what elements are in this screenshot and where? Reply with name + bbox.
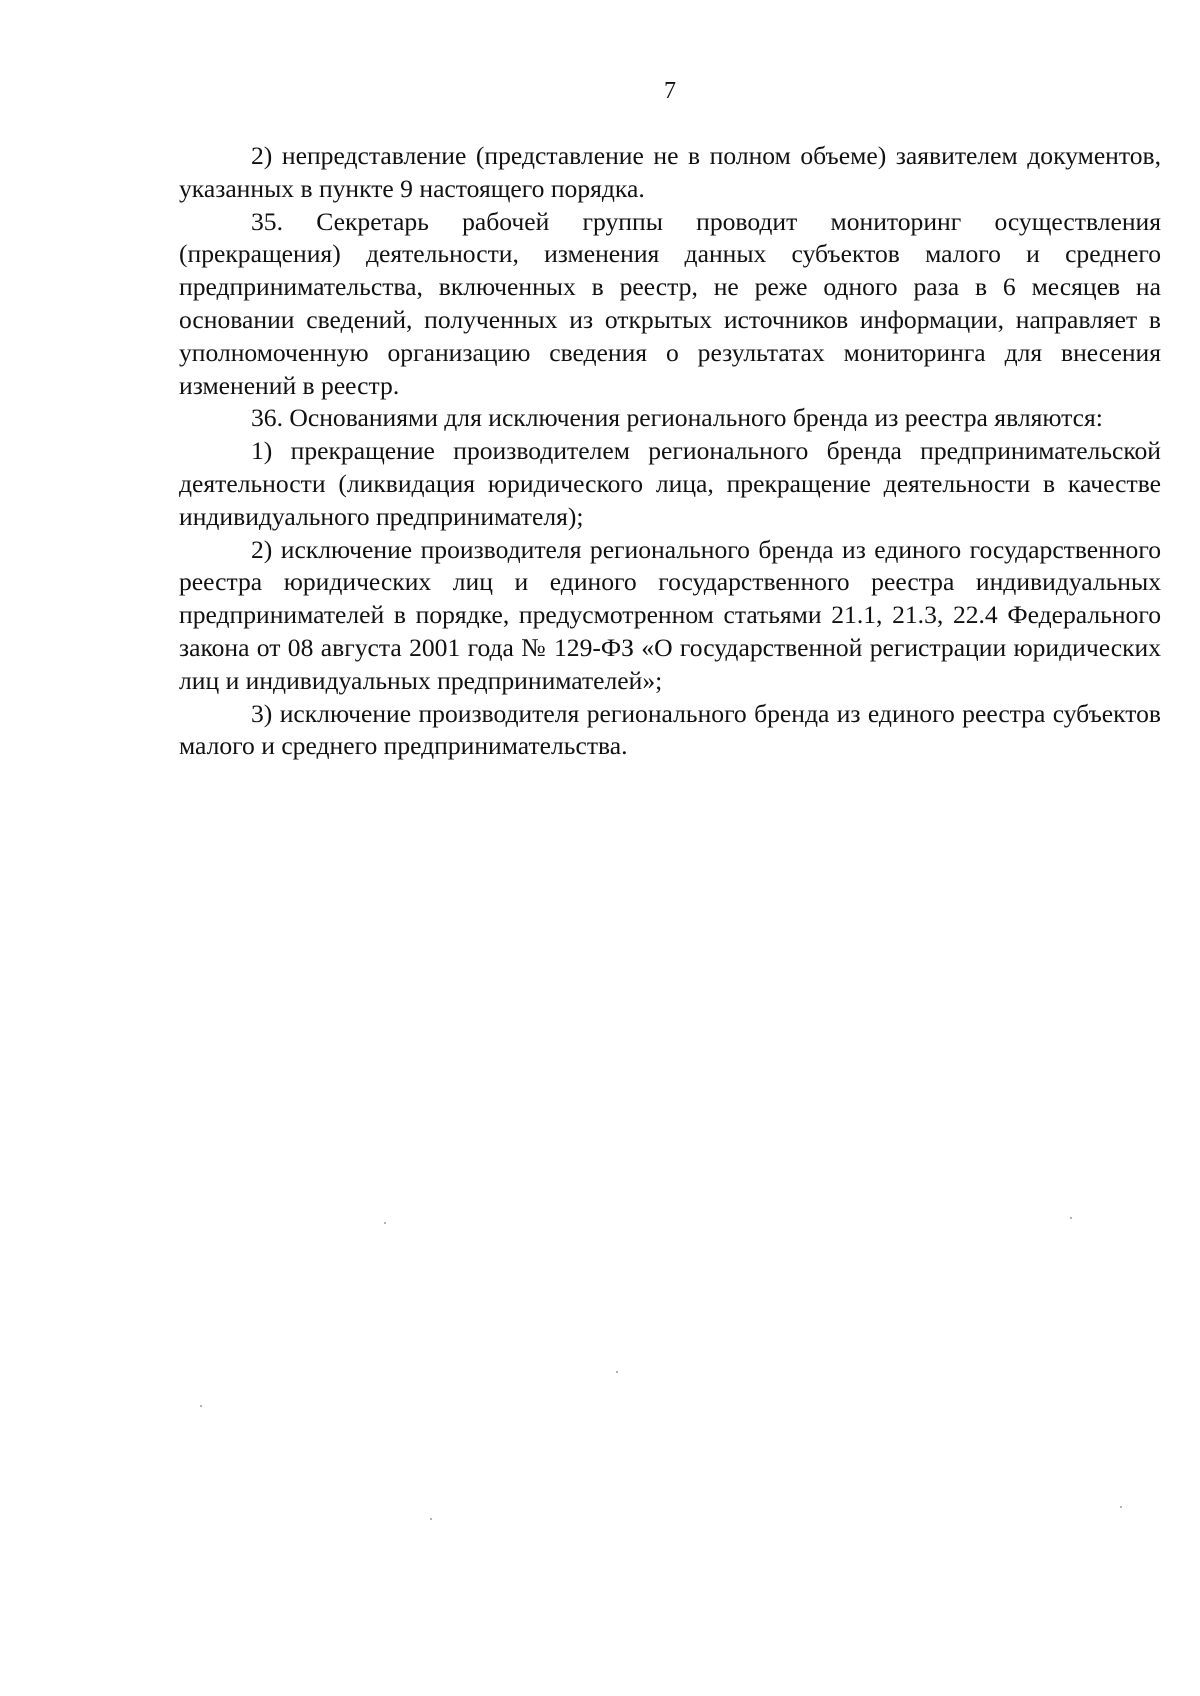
page-number: 7 (664, 78, 676, 104)
scan-speck (200, 1405, 202, 1407)
document-body (179, 140, 1161, 763)
paragraph-item-1-termination: 1) прекращение производителем регионального бренда предпринимательской деятельности (ликвидация юридического лица, прекращение деятельности в качестве индивидуального предпринимателя); (179, 436, 1161, 531)
paragraph-item-2-registry-exclusion: 2) исключение производителя регионального бренда из единого государственного реестра юридических лиц и единого государственного реестра индивидуальных предпринимателей в порядке, предусмотренном статьями 21.1, 21.3, 22.4 Федерального закона от 08 августа 2001 года № 129-ФЗ «О государственной регистрации юридических лиц и индивидуальных предпринимателей»; (179, 534, 1161, 695)
scan-speck (430, 1518, 432, 1520)
scan-speck (1120, 1506, 1122, 1508)
scan-speck (1070, 1217, 1072, 1219)
paragraph-item-3-sme-registry-exclusion: 3) исключение производителя регионального бренда из единого реестра субъектов малого и среднего предпринимательства. (179, 698, 1161, 761)
paragraph-item-2-non-submission: 2) непредставление (представление не в полном объеме) заявителем документов, указанных в пункте 9 настоящего порядка. (179, 141, 1161, 203)
scan-speck (616, 1371, 618, 1373)
paragraph-35-monitoring: 35. Секретарь рабочей группы проводит мониторинг осуществления (прекращения) деятельности, изменения данных субъектов малого и среднего предпринимательства, включенных в реестр, не реже одного раза в 6 месяцев на основании сведений, полученных из открытых источников информации, направляет в уполномоченную организацию сведения о результатах мониторинга для внесения изменений в реестр. (179, 206, 1161, 400)
paragraph-36-exclusion-grounds: 36. Основаниями для исключения регионального бренда из реестра являются: (251, 403, 1103, 433)
scan-speck (384, 1222, 386, 1224)
